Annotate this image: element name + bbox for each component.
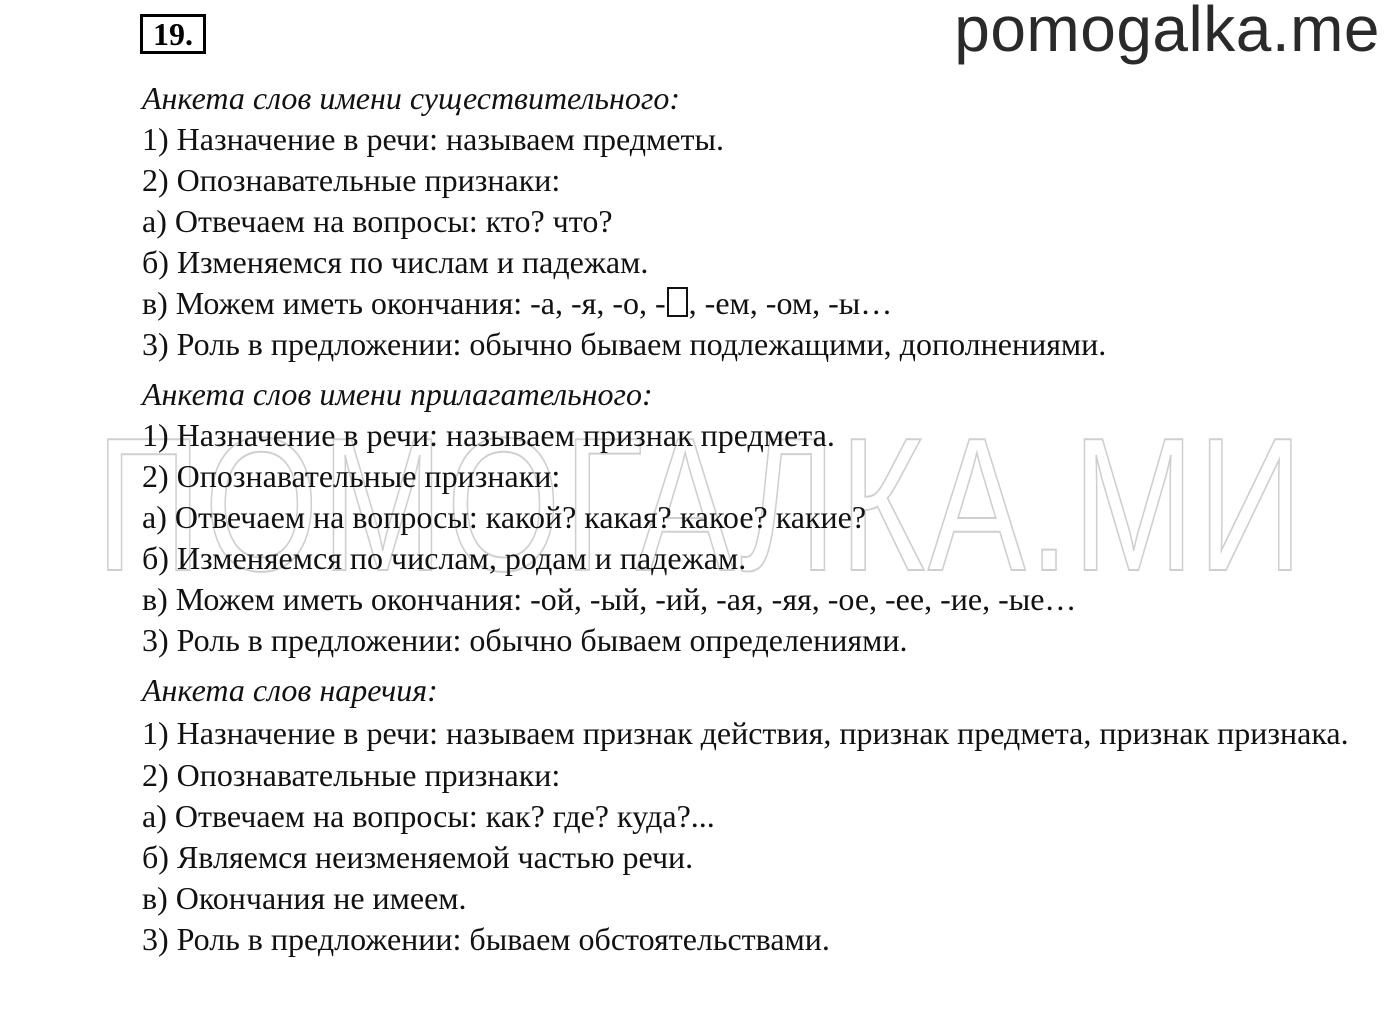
text-line: б) Являемся неизменяемой частью речи. (142, 839, 694, 875)
endings-tail: , -ем, -ом, -ы… (688, 285, 893, 321)
text-line: 3) Роль в предложении: обычно бываем подлежащими, дополнениями. (142, 326, 1107, 362)
text-line: 1) Назначение в речи: называем признак предмета. (142, 417, 835, 453)
text-line: в) Окончания не имеем. (142, 880, 467, 916)
text-line: 2) Опознавательные признаки: (142, 757, 561, 793)
text-line: 1) Назначение в речи: называем предметы. (142, 121, 724, 157)
site-logo: pomogalka.me (954, 0, 1380, 65)
empty-ending-box-icon (667, 287, 688, 317)
section-title: Анкета слов имени существительного: (142, 80, 680, 116)
text-line: 3) Роль в предложении: бываем обстоятельствами. (142, 921, 830, 957)
section-adverb (50, 670, 1370, 960)
section-title: Анкета слов наречия: (142, 672, 438, 708)
text-line: а) Отвечаем на вопросы: какой? какая? какое? какие? (142, 499, 867, 535)
section-adjective (50, 374, 1370, 661)
text-line: в) Можем иметь окончания: -ой, -ый, -ий, -ая, -яя, -ое, -ее, -ие, -ые… (142, 581, 1077, 617)
text-line: 1) Назначение в речи: называем признак действия, признак предмета, признак признака. (142, 715, 1349, 751)
text-line: 3) Роль в предложении: обычно бываем определениями. (142, 622, 908, 658)
section-noun (50, 78, 1370, 365)
section-title: Анкета слов имени прилагательного: (142, 376, 653, 412)
task-number: 19. (140, 14, 206, 54)
text-line: 2) Опознавательные признаки: (142, 162, 561, 198)
endings-head: в) Можем иметь окончания: -а, -я, -о, - (142, 285, 666, 321)
text-line: а) Отвечаем на вопросы: как? где? куда?... (142, 798, 715, 834)
watermark-text: ПОМОГАЛКА.МИ (96, 420, 1306, 580)
text-line: 2) Опознавательные признаки: (142, 458, 561, 494)
text-line-endings (142, 283, 1370, 324)
text-line: а) Отвечаем на вопросы: кто? что? (142, 203, 613, 239)
answer-content (50, 78, 1370, 969)
text-line: б) Изменяемся по числам и падежам. (142, 244, 649, 280)
text-line: б) Изменяемся по числам, родам и падежам. (142, 540, 747, 576)
